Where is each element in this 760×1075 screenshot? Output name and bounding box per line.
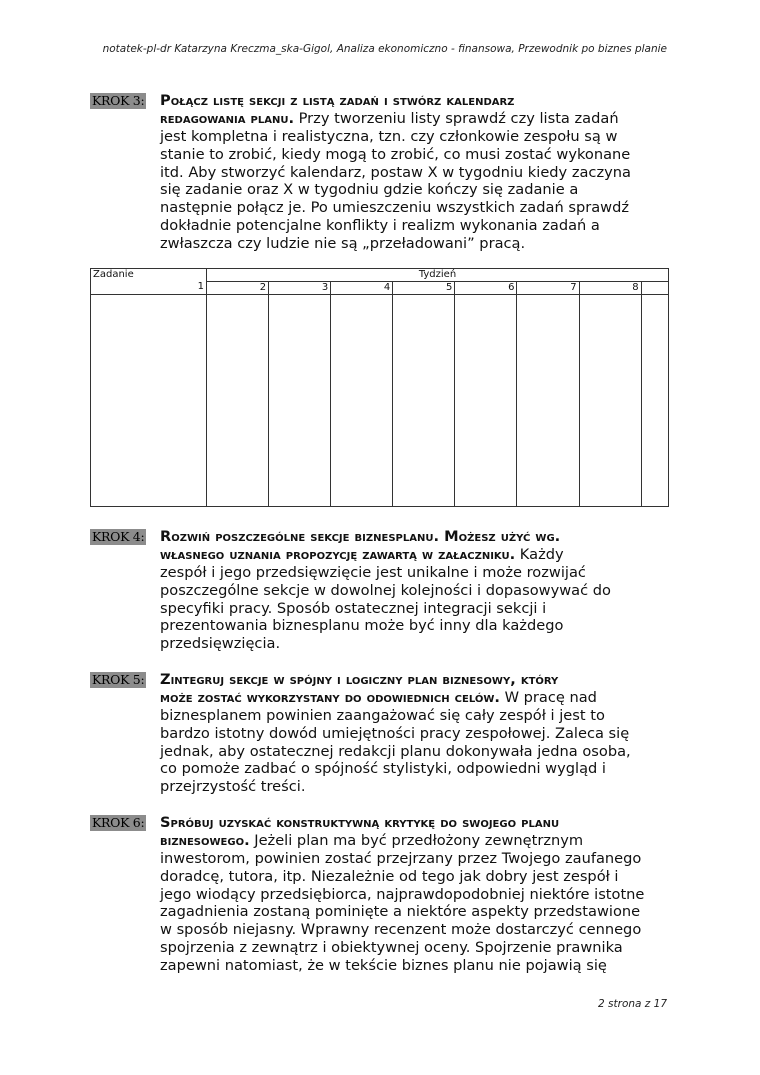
text-line [160, 760, 631, 778]
text-line [160, 546, 611, 564]
text-line [160, 635, 611, 653]
text-line [160, 850, 644, 868]
body-cell [393, 295, 455, 507]
step-heading: Zintegruj sekcje w spójny i logiczny plan biznesowy, który [160, 671, 559, 688]
step-text [160, 92, 631, 253]
text-line [160, 939, 644, 957]
text-line [160, 92, 631, 110]
text-line [160, 564, 611, 582]
body-cell [641, 295, 668, 507]
step-body: zapewni natomiast, że w tekście biznes planu nie pojawią się [160, 957, 607, 975]
step-body: biznesplanem powinien zaangażować się cały zespół i jest to [160, 706, 605, 724]
empty-cell [641, 282, 668, 295]
week-8-label: 8 [579, 282, 641, 295]
text-line [160, 164, 631, 182]
step-body: W pracę nad [499, 688, 597, 706]
text-line [160, 921, 644, 939]
step-heading: Spróbuj uzyskać konstruktywną krytykę do swojego planu [160, 814, 560, 831]
step-body: następnie połącz je. Po umieszczeniu wszystkich zadań sprawdź [160, 199, 630, 217]
task-header: Zadanie [93, 269, 134, 280]
week-7-label: 7 [517, 282, 579, 295]
text-line [160, 600, 611, 618]
body-cell [517, 295, 579, 507]
text-line [160, 725, 631, 743]
step-label: KROK 3: [92, 93, 145, 108]
text-line [160, 671, 631, 689]
step-text [160, 528, 611, 653]
step-body: przejrzystość treści. [160, 778, 306, 796]
page-footer: 2 strona z 17 [598, 998, 667, 1010]
week-2-label: 2 [207, 282, 269, 295]
week-1-label: 1 [197, 281, 204, 292]
step-body: przedsięwzięcia. [160, 635, 281, 653]
step-text [160, 671, 631, 796]
week-6-label: 6 [455, 282, 517, 295]
step-body: poszczególne sekcje w dowolnej kolejności i dopasowywać do [160, 581, 611, 599]
schedule-table [90, 268, 669, 507]
step-heading: własnego uznania propozycję zawartą w załaczniku. [160, 545, 516, 563]
week-4-label: 4 [331, 282, 393, 295]
text-line [160, 128, 631, 146]
step-body: się zadanie oraz X w tygodniu gdzie kończy się zadanie a [160, 181, 579, 199]
text-line [160, 957, 644, 975]
step-body: Przy tworzeniu listy sprawdź czy lista zadań [293, 109, 619, 127]
text-line [160, 146, 631, 164]
body-cell [455, 295, 517, 507]
step-body: specyfiki pracy. Sposób ostatecznej integracji sekcji i [160, 599, 547, 617]
text-line [160, 217, 631, 235]
text-line [160, 181, 631, 199]
step-body: prezentowania biznesplanu może być inny dla każdego [160, 617, 564, 635]
step-body: zespół i jego przedsięwzięcie jest unikalne i może rozwijać [160, 563, 586, 581]
step-body: jego wiodący przedsiębiorca, najprawdopodobniej niektóre istotne [160, 885, 645, 903]
step-body: inwestorom, powinien zostać przejrzany przez Twojego zaufanego [160, 849, 642, 867]
task-header-cell [91, 269, 207, 295]
body-cell [207, 295, 269, 507]
step-heading: redagowania planu. [160, 109, 294, 127]
step-body: zwłaszcza czy ludzie nie są „przeładowani” pracą. [160, 235, 526, 253]
step-label: KROK 6: [92, 815, 145, 830]
body-cell [331, 295, 393, 507]
step-label: KROK 5: [92, 672, 145, 687]
step-body: stanie to zrobić, kiedy mogą to zrobić, co musi zostać wykonane [160, 145, 631, 163]
step-heading: może zostać wykorzystany do odowiednich celów. [160, 688, 500, 706]
body-cell [91, 295, 207, 507]
step-body: co pomoże zadbać o spójność stylistyki, odpowiedni wygląd i [160, 760, 606, 778]
step-heading: biznesowego. [160, 831, 250, 849]
step-text [160, 814, 644, 975]
step-body: doradcę, tutora, itp. Niezależnie od tego jak dobry jest zespół i [160, 867, 619, 885]
week-5-label: 5 [393, 282, 455, 295]
step-heading: Połącz listę sekcji z listą zadań i stwórz kalendarz [160, 92, 515, 109]
step-body: dokładnie potencjalne konflikty i realizm wykonania zadań a [160, 217, 600, 235]
week-header: Tydzień [207, 269, 669, 282]
text-line [160, 903, 644, 921]
step-label: KROK 4: [92, 529, 145, 544]
body-cell [269, 295, 331, 507]
step-body: jednak, aby ostatecznej redakcji planu dokonywała jedna osoba, [160, 742, 631, 760]
step-body: bardzo istotny dowód umiejętności pracy zespołowej. Zaleca się [160, 724, 630, 742]
step-body: Jeżeli plan ma być przedłożony zewnętrznym [249, 831, 584, 849]
text-line [160, 743, 631, 761]
step-body: w sposób niejasny. Wprawny recenzent może dostarczyć cennego [160, 921, 642, 939]
text-line [160, 814, 644, 832]
week-3-label: 3 [269, 282, 331, 295]
text-line [160, 707, 631, 725]
text-line [160, 582, 611, 600]
text-line [160, 689, 631, 707]
step-body: itd. Aby stworzyć kalendarz, postaw X w tygodniu kiedy zaczyna [160, 163, 631, 181]
step-body: jest kompletna i realistyczna, tzn. czy członkowie zespołu są w [160, 127, 618, 145]
page-header: notatek-pl-dr Katarzyna Kreczma_ska-Gigol, Analiza ekonomiczno - finansowa, Przewodnik po biznes planie [102, 43, 667, 55]
step-body: Każdy [515, 545, 564, 563]
text-line [160, 832, 644, 850]
text-line [160, 235, 631, 253]
text-line [160, 886, 644, 904]
body-cell [579, 295, 641, 507]
text-line [160, 617, 611, 635]
step-body: spojrzenia z zewnątrz i obiektywnej oceny. Spojrzenie prawnika [160, 939, 623, 957]
text-line [160, 110, 631, 128]
text-line [160, 528, 611, 546]
text-line [160, 868, 644, 886]
text-line [160, 199, 631, 217]
step-body: zagadnienia zostaną pominięte a niektóre aspekty przedstawione [160, 903, 641, 921]
text-line [160, 778, 631, 796]
step-heading: Rozwiń poszczególne sekcje biznesplanu. Możesz użyć wg. [160, 528, 561, 545]
